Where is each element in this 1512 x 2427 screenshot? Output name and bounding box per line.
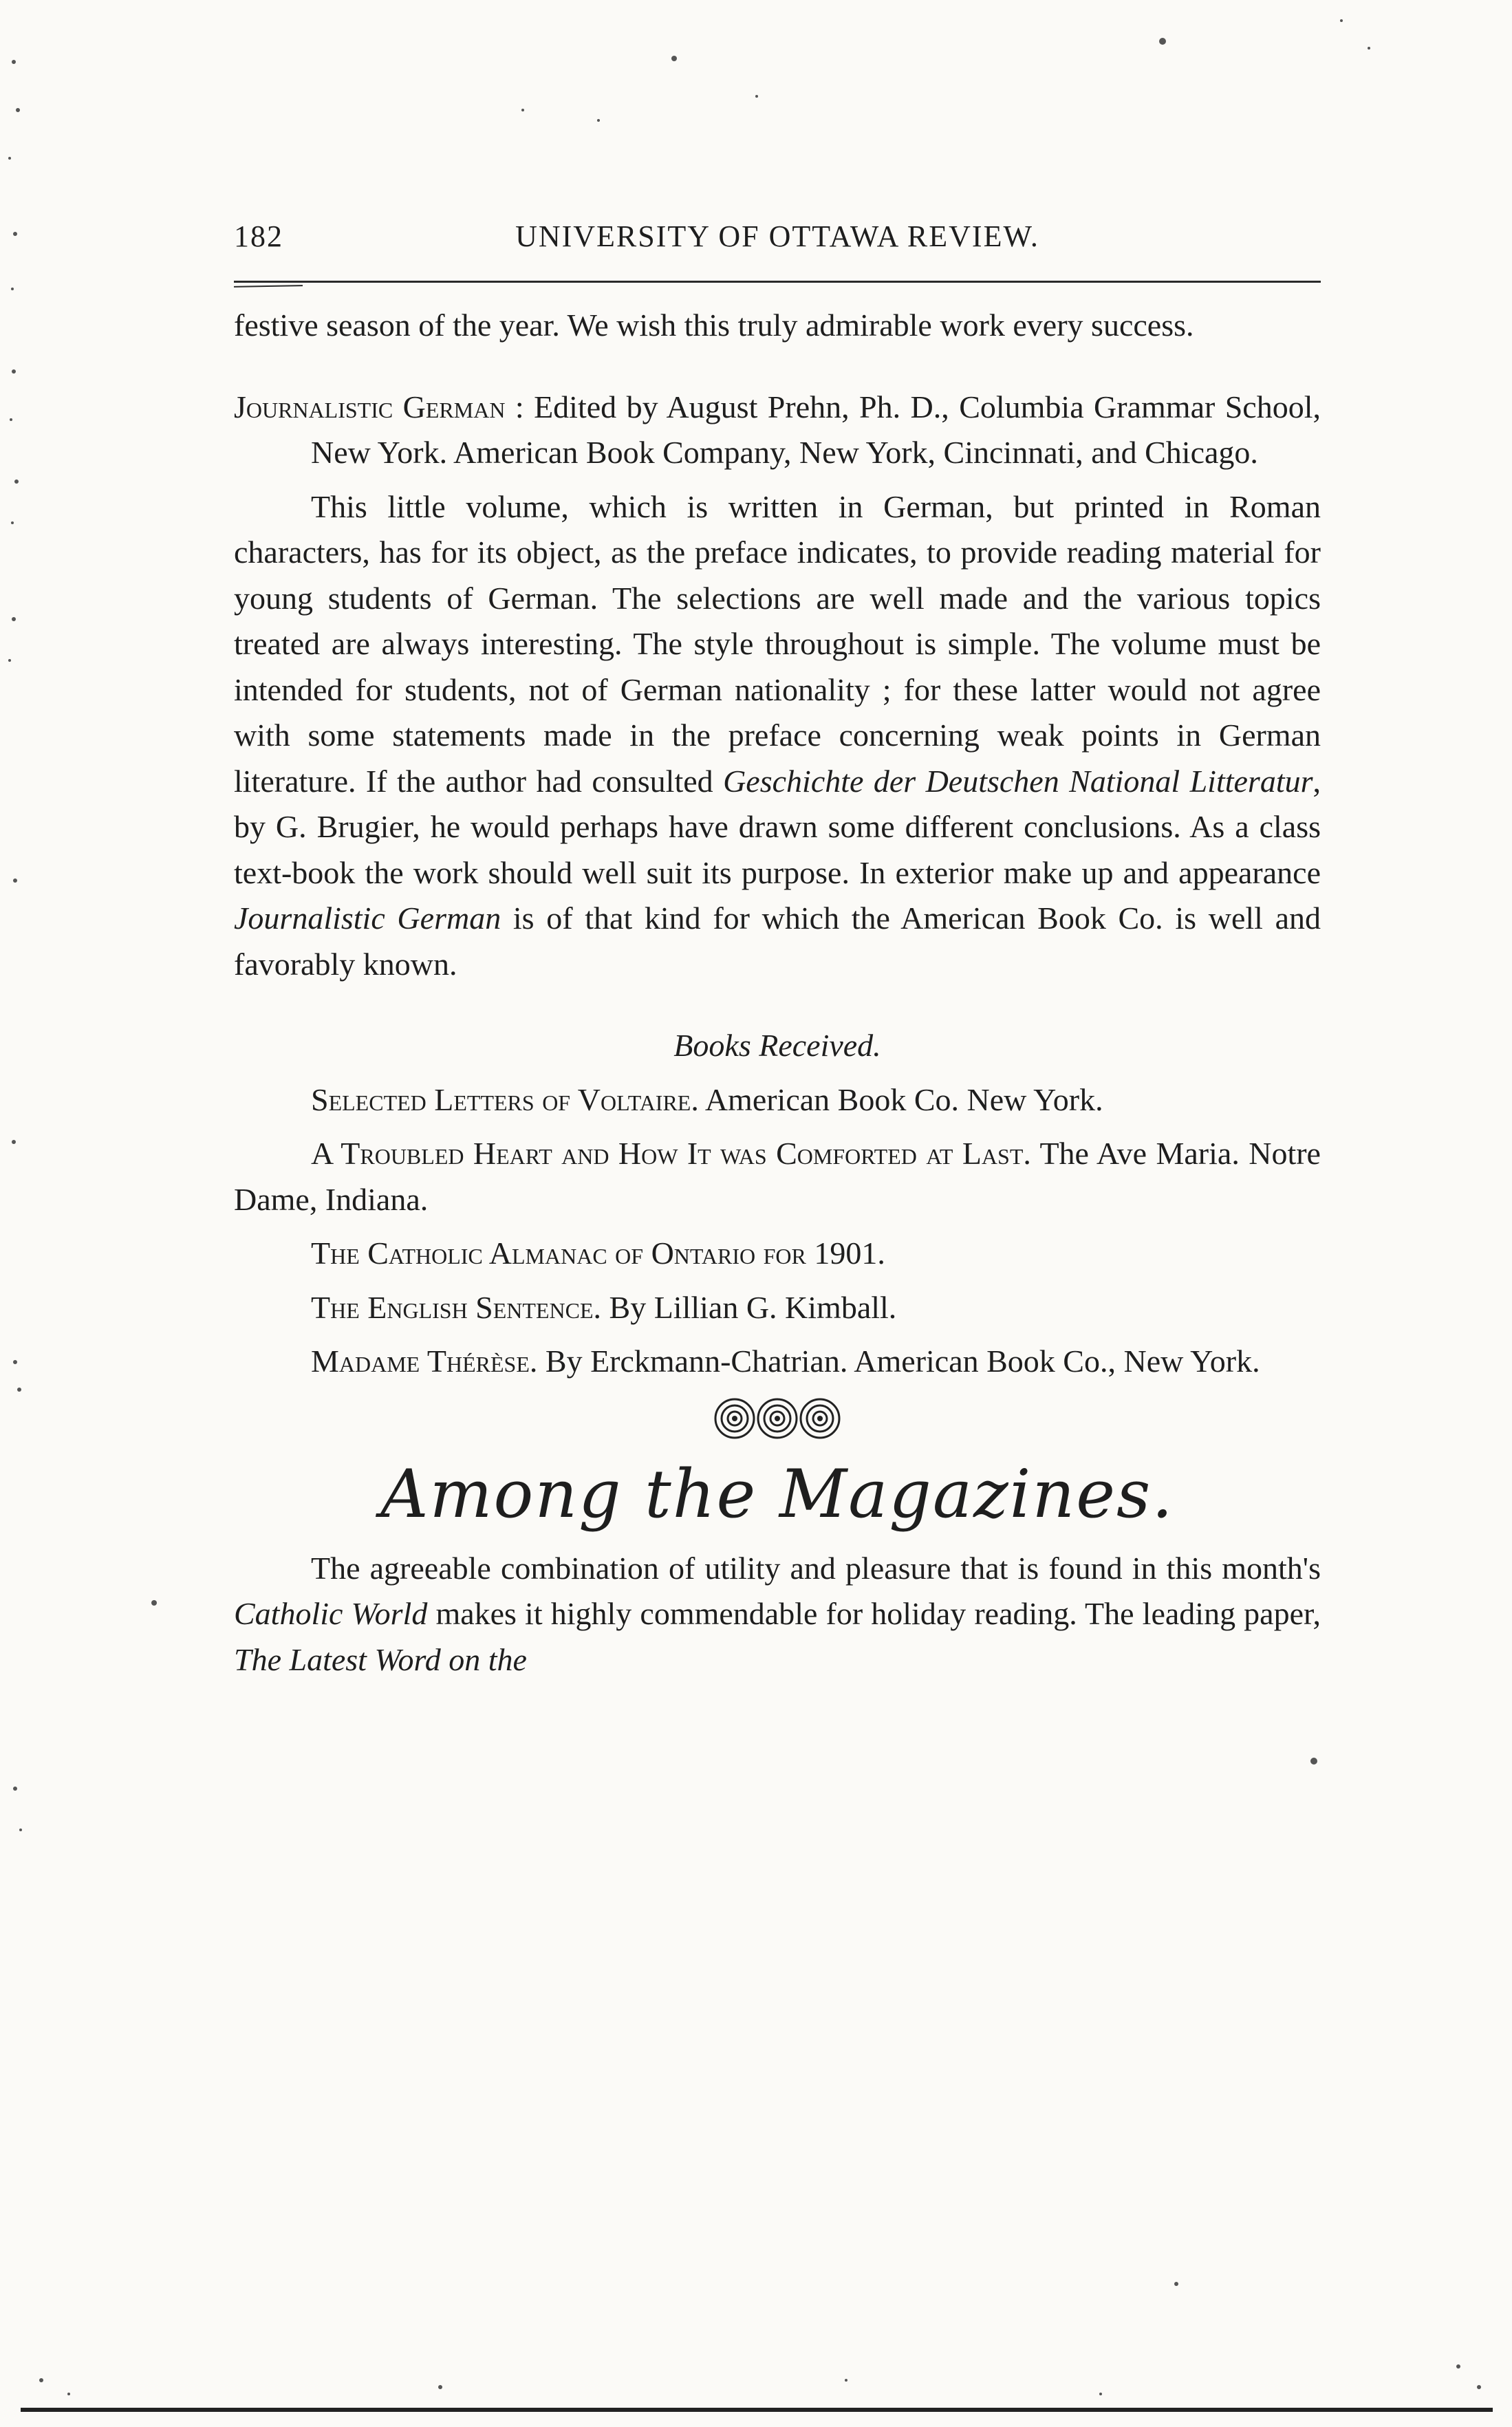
running-header: [234, 219, 1321, 267]
page-body: [234, 303, 1321, 1683]
spacer: [234, 987, 1321, 1023]
book-entry: [234, 1077, 1321, 1123]
intro-paragraph: festive season of the year. We wish this truly admirable work every success.: [234, 308, 1194, 343]
book-entry-details: By Lillian G. Kimball.: [601, 1289, 897, 1325]
magazines-heading: Among the Magazines.: [380, 1455, 1174, 1533]
magazines-paragraph: [234, 1546, 1321, 1683]
book-entry-details: American Book Co. New York.: [698, 1081, 1103, 1117]
review-paragraph: [234, 484, 1321, 988]
book-entry-title: Selected Letters of Voltaire.: [311, 1081, 699, 1117]
header-rule-flourish: [234, 285, 303, 288]
section-ornament: [234, 1394, 1321, 1443]
book-entry-details: By Erckmann-Chatrian. American Book Co., New York.: [537, 1344, 1260, 1379]
spacer: [234, 1069, 1321, 1077]
book-entry-details: The Ave Maria. Notre Dame, Indiana.: [234, 1136, 1321, 1217]
spacer: [234, 1222, 1321, 1231]
page-number: 182: [234, 219, 283, 253]
cited-work: Geschichte der Deutschen National Litteratur: [723, 763, 1313, 799]
spacer: [234, 1123, 1321, 1131]
header-rule: [234, 281, 1321, 283]
running-title: UNIVERSITY OF OTTAWA REVIEW.: [515, 219, 1039, 253]
magazines-text-b: makes it highly commendable for holiday reading. The leading paper,: [435, 1596, 1321, 1631]
paper-title: The Latest Word on the: [234, 1641, 527, 1677]
review-text-part2: , by G. Brugier, he would perhaps have drawn some different conclusions. As a class text-book the work should well suit its purpose. In exterior make up and appearance: [234, 763, 1321, 890]
books-received-heading: Books Received.: [673, 1028, 881, 1063]
spacer: [234, 349, 1321, 385]
scan-edge: [21, 2408, 1493, 2412]
review-book-title: Journalistic German: [234, 389, 506, 424]
review-text-part3: is of that kind for which the American Book Co. is well and favorably known.: [234, 900, 1321, 982]
ornament-swirl-icon: [709, 1394, 846, 1443]
review-citation-details: : Edited by August Prehn, Ph. D., Columbia Grammar School, New York. American Book Company, New York, Cincinnati, and Chicago.: [311, 389, 1321, 470]
spacer: [234, 476, 1321, 484]
spacer: [234, 1330, 1321, 1339]
book-entry: [234, 1285, 1321, 1331]
review-book-title-italic: Journalistic German: [234, 900, 501, 936]
magazines-text-a: The agreeable combination of utility and pleasure that is found in this month's: [311, 1550, 1321, 1586]
review-citation: [234, 385, 1321, 476]
book-entry-title: Madame Thérèse.: [311, 1344, 538, 1379]
spacer: [234, 1277, 1321, 1285]
book-entry: [234, 1231, 1321, 1277]
magazine-name: Catholic World: [234, 1596, 428, 1631]
book-entry-title: The English Sentence.: [311, 1289, 602, 1325]
book-entry-title: The Catholic Almanac of Ontario for 1901.: [311, 1236, 885, 1271]
book-entry: [234, 1131, 1321, 1222]
review-text-part1: This little volume, which is written in German, but printed in Roman characters, has for its object, as the preface indicates, to provide reading material for young students of German. The selections are well made and the various topics treated are always interesting. The style throughout is simple. The volume must be intended for students, not of German nationality ; for these latter would not agree with some statements made in the preface concerning weak points in German literature. If the author had consulted: [234, 488, 1321, 799]
book-entry-title: A Troubled Heart and How It was Comforted at Last.: [311, 1136, 1031, 1171]
book-entry: [234, 1339, 1321, 1385]
